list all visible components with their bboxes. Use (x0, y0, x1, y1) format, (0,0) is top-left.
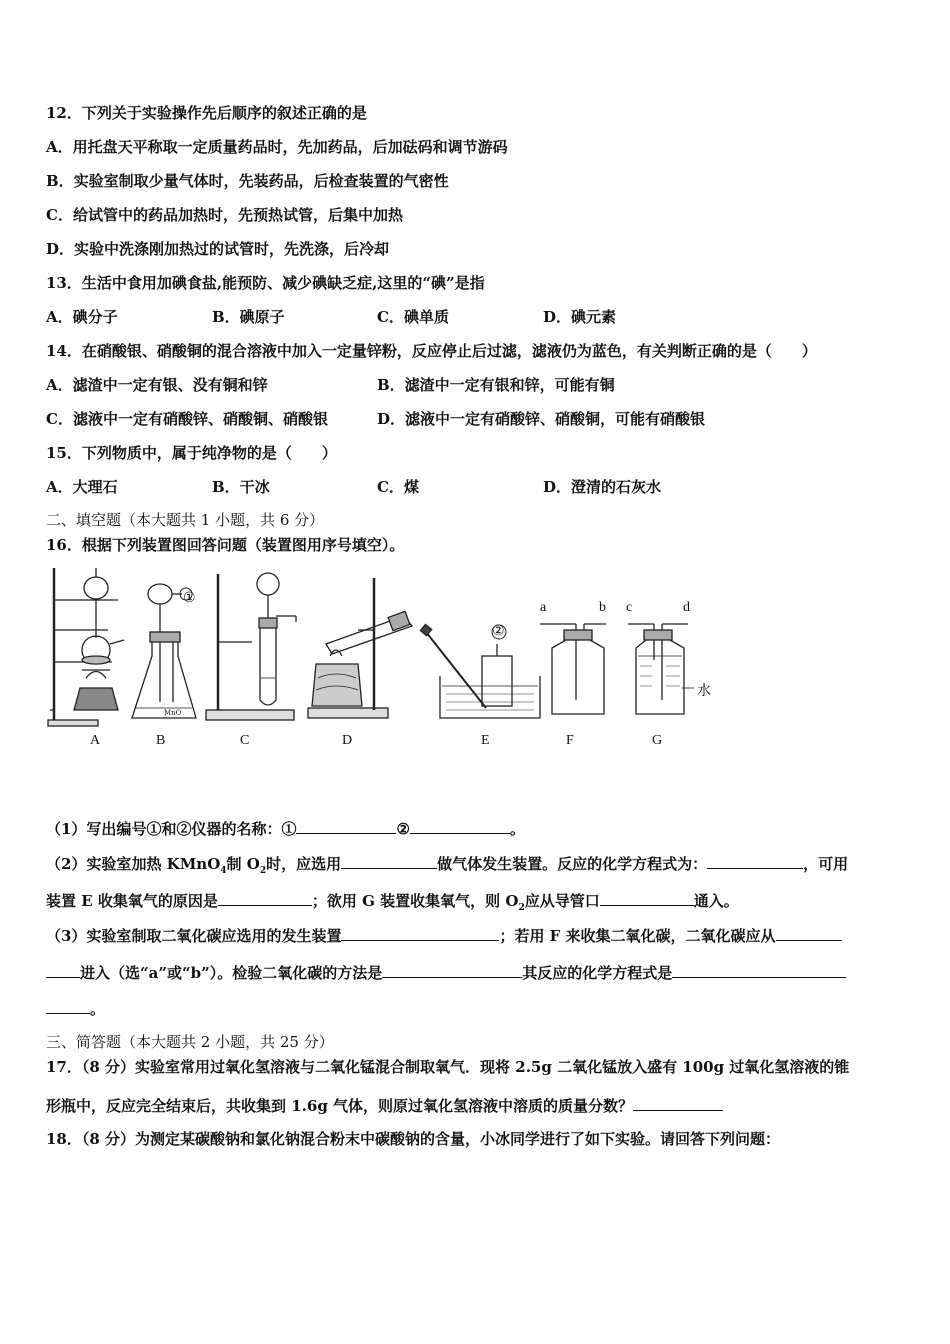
q12-option-d: D．实验中洗涤刚加热过的试管时，先洗涤，后冷却 (46, 240, 390, 258)
answer-blank-co2-tube-part-2[interactable] (46, 961, 80, 978)
q16-p1-text-b: ② (396, 820, 410, 838)
answer-blank-instrument-2[interactable] (410, 817, 510, 834)
q16-part-3-line-2 (46, 961, 846, 983)
q13-option-d: D．碘元素 (543, 308, 617, 326)
q13-stem: 13．生活中食用加碘食盐,能预防、减少碘缺乏症,这里的“碘”是指 (46, 274, 485, 292)
apparatus-e (420, 624, 540, 718)
fig-caption-a: A (90, 733, 101, 748)
q12-option-b: B．实验室制取少量气体时，先装药品，后检查装置的气密性 (46, 172, 449, 190)
q14-option-a: A．滤渣中一定有银、没有铜和锌 (46, 376, 268, 394)
q18-line-1: 18．（8 分）为测定某碳酸钠和氯化钠混合粉末中碳酸钠的含量，小冰同学进行了如下实验。请回答下列问题： (46, 1130, 781, 1148)
q16-part-2-line-2 (46, 889, 739, 918)
apparatus-g (628, 624, 694, 714)
answer-blank-generator[interactable] (341, 852, 437, 869)
answer-blank-co2-test[interactable] (382, 961, 522, 978)
q16-p3-text-d: 其反应的化学方程式是 (522, 964, 673, 982)
fig-caption-g: G (652, 733, 663, 748)
apparatus-figure (40, 560, 720, 760)
answer-blank-instrument-1[interactable] (296, 817, 396, 834)
q16-p3-text-b: ；若用 F 来收集二氧化碳，二氧化碳应从 (499, 927, 776, 945)
fig-caption-c: C (240, 733, 250, 748)
q16-stem: 16．根据下列装置图回答问题（装置图用序号填空）。 (46, 536, 405, 554)
q16-p2-text-d: 做气体发生装置。反应的化学方程式为： (437, 855, 708, 873)
q15-option-a: A．大理石 (46, 478, 118, 496)
q14-option-b: B．滤渣中一定有银和锌，可能有铜 (377, 376, 615, 394)
section-2-heading: 二、填空题（本大题共 1 小题，共 6 分） (46, 511, 325, 529)
fig-label-circle-2: ② (492, 624, 505, 639)
answer-blank-co2-tube-part-1[interactable] (776, 924, 842, 941)
answer-blank-tube-g[interactable] (600, 889, 694, 906)
q16-p2-sub-1: 4 (220, 866, 227, 876)
svg-text:MnO: MnO (164, 709, 182, 717)
fig-caption-d: D (342, 733, 353, 748)
q13-option-c: C．碘单质 (377, 308, 449, 326)
q16-p3-text-a: （3）实验室制取二氧化碳应选用的发生装置 (46, 927, 342, 945)
q15-option-d: D．澄清的石灰水 (543, 478, 662, 496)
q16-p2-text-f: 装置 E 收集氧气的原因是 (46, 892, 218, 910)
q16-part-3-line-3 (46, 997, 105, 1019)
q17-line-1: 17．（8 分）实验室常用过氧化氢溶液与二氧化锰混合制取氧气．现将 2.5g 二氧化锰放入盛有 100g 过氧化氢溶液的锥 (46, 1058, 850, 1076)
q16-p2-text-c: 时，应选用 (266, 855, 342, 873)
fig-label-c: c (626, 600, 633, 615)
q16-p2-text-i: 通入。 (693, 892, 739, 910)
q17-line-2-text: 形瓶中，反应完全结束后，共收集到 1.6g 气体，则原过氧化氢溶液中溶质的质量分数？ (46, 1097, 634, 1115)
section-3-heading: 三、简答题（本大题共 2 小题，共 25 分） (46, 1033, 334, 1051)
fig-label-d: d (683, 600, 690, 615)
q15-stem: 15．下列物质中，属于纯净物的是（ ） (46, 444, 337, 462)
q12-stem: 12．下列关于实验操作先后顺序的叙述正确的是 (46, 104, 367, 122)
q16-p1-text-c: 。 (509, 820, 525, 838)
answer-blank-reason-e[interactable] (218, 889, 312, 906)
q16-p2-text-h: 应从导管口 (524, 892, 600, 910)
q16-p2-sub-2: 2 (259, 866, 267, 876)
q16-p2-text-e: ，可用 (803, 855, 849, 873)
fig-caption-b: B (156, 733, 166, 748)
q16-p3-text-c: 进入（选“a”或“b”）。检验二氧化碳的方法是 (80, 964, 383, 982)
fig-caption-e: E (481, 733, 490, 748)
q14-option-d: D．滤液中一定有硝酸锌、硝酸铜，可能有硝酸银 (377, 410, 706, 428)
fig-caption-f: F (566, 733, 574, 748)
apparatus-f (540, 624, 606, 714)
q14-stem: 14．在硝酸银、硝酸铜的混合溶液中加入一定量锌粉，反应停止后过滤，滤液仍为蓝色，有关判断正确的是（ ） (46, 342, 817, 360)
q13-option-a: A．碘分子 (46, 308, 118, 326)
answer-blank-co2-equation-part-1[interactable] (672, 961, 846, 978)
apparatus-c (206, 573, 296, 720)
q12-option-c: C．给试管中的药品加热时，先预热试管，后集中加热 (46, 206, 403, 224)
q17-line-2 (46, 1094, 723, 1116)
q14-option-c: C．滤液中一定有硝酸锌、硝酸铜、硝酸银 (46, 410, 328, 428)
q16-p3-text-e: 。 (90, 1000, 106, 1018)
answer-blank-co2-equation-part-2[interactable] (46, 997, 90, 1014)
answer-blank-co2-generator[interactable] (341, 924, 499, 941)
q16-p2-sub-3: 2 (518, 903, 525, 913)
q13-option-b: B．碘原子 (212, 308, 285, 326)
apparatus-a (48, 568, 124, 726)
fig-label-a: a (540, 600, 547, 615)
fig-label-b: b (599, 600, 606, 615)
q16-p2-text-g: ；欲用 G 装置收集氧气，则 O (311, 892, 519, 910)
q16-part-2-line-1 (46, 852, 848, 881)
q16-p2-text-a: （2）实验室加热 KMnO (46, 855, 221, 873)
q15-option-c: C．煤 (377, 478, 419, 496)
apparatus-d (308, 578, 412, 718)
q16-p2-text-b: 制 O (226, 855, 260, 873)
q16-p1-text-a: （1）写出编号①和②仪器的名称：① (46, 820, 297, 838)
q12-option-a: A．用托盘天平称取一定质量药品时，先加药品，后加砝码和调节游码 (46, 138, 508, 156)
fig-label-circle-1: ① (183, 591, 196, 606)
answer-blank-equation-kmno4[interactable] (707, 852, 803, 869)
answer-blank-mass-fraction[interactable] (633, 1094, 723, 1111)
q16-part-3-line-1 (46, 924, 842, 946)
q15-option-b: B．干冰 (212, 478, 270, 496)
q16-part-1 (46, 817, 525, 839)
fig-label-water: 水 (697, 684, 711, 699)
